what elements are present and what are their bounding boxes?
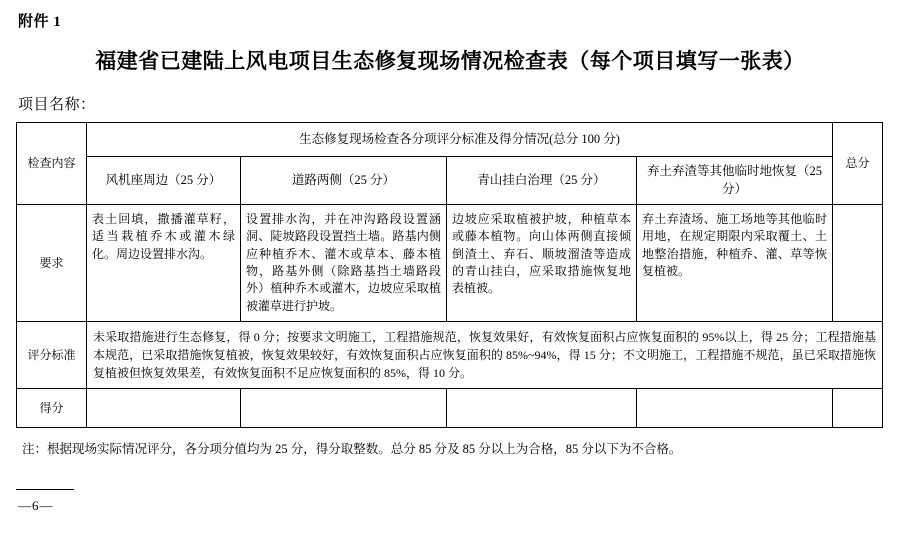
table-note: 注：根据现场实际情况评分，各分项分值均为 25 分，得分取整数。总分 85 分及 85 分以上为合格，85 分以下为不合格。 xyxy=(22,442,682,457)
requirement-row-label: 要求 xyxy=(17,204,87,321)
inspection-table xyxy=(16,122,883,428)
requirement-roadside: 设置排水沟，并在冲沟路段设置涵洞、陡坡路段设置挡土墙。路基内侧应种植乔木、灌木或草本、藤本植物，路基外侧（除路基挡土墙路段外）植种乔木或灌木，边坡应采取植被灌草进行护坡。 xyxy=(241,204,447,321)
criteria-row-label: 评分标准 xyxy=(17,322,87,389)
score-cell-total[interactable] xyxy=(833,389,883,428)
column-header-roadside: 道路两侧（25 分） xyxy=(241,157,447,205)
project-name-label: 项目名称： xyxy=(18,97,96,113)
column-header-turbine: 风机座周边（25 分） xyxy=(87,157,241,205)
score-cell-roadside[interactable] xyxy=(241,389,447,428)
requirement-turbine: 表土回填，撒播灌草籽，适当栽植乔木或灌木绿化。周边设置排水沟。 xyxy=(87,204,241,321)
requirement-spoil: 弃土弃渣场、施工场地等其他临时用地，在规定期限内采取覆土、土地整治措施，种植乔、灌、草等恢复植被。 xyxy=(637,204,833,321)
score-cell-spoil[interactable] xyxy=(637,389,833,428)
page-number: —6— xyxy=(18,497,54,513)
row-header-label: 检查内容 xyxy=(17,123,87,205)
table-row-requirements xyxy=(17,204,883,321)
score-cell-qingshan[interactable] xyxy=(447,389,637,428)
total-score-value[interactable] xyxy=(833,204,883,321)
column-header-qingshan: 青山挂白治理（25 分） xyxy=(447,157,637,205)
table-row-column-headers xyxy=(17,157,883,205)
page-title: 福建省已建陆上风电项目生态修复现场情况检查表（每个项目填写一张表） xyxy=(95,49,805,73)
table-row-score xyxy=(17,389,883,428)
table-row-criteria xyxy=(17,322,883,389)
score-cell-turbine[interactable] xyxy=(87,389,241,428)
score-row-label: 得分 xyxy=(17,389,87,428)
column-header-spoil: 弃土弃渣等其他临时地恢复（25 分） xyxy=(637,157,833,205)
attachment-label: 附件 1 xyxy=(18,14,62,30)
footer-divider xyxy=(16,489,74,490)
group-header: 生态修复现场检查各分项评分标准及得分情况(总分 100 分) xyxy=(87,123,833,157)
criteria-text: 未采取措施进行生态修复，得 0 分；按要求文明施工，工程措施规范，恢复效果好，有效恢复面积占应恢复面积的 95%以上，得 25 分；工程措施基本规范，已采取措施恢复植被，恢复效果较好，有效恢复面积占应恢复面积的 85%~94%，得 15 分；不文明施工，工程措施不规范，虽已采取措施恢复植被但恢复效果差，有效恢复面积不足应恢复面积的 85%，得 10 分。 xyxy=(87,322,883,389)
table-row-group-header xyxy=(17,123,883,157)
requirement-qingshan: 边坡应采取植被护坡，种植草本或藤本植物。向山体两侧直接倾倒渣土、弃石、顺坡溜渣等造成的青山挂白，应采取措施恢复地表植被。 xyxy=(447,204,637,321)
total-score-header: 总分 xyxy=(833,123,883,205)
